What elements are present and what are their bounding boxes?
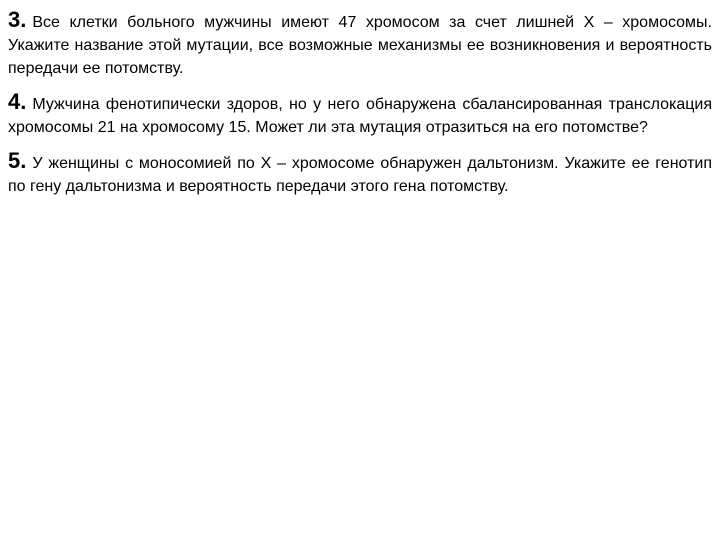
task-4 bbox=[8, 90, 712, 139]
task-text: Мужчина фенотипически здоров, но у него обнаружена сбалансированная транслокация хромосомы 21 на хромосому 15. Может ли эта мутация отразиться на его потомстве? bbox=[8, 96, 712, 136]
slide-content bbox=[8, 8, 712, 208]
task-5 bbox=[8, 149, 712, 198]
task-number: 5. bbox=[8, 148, 27, 173]
task-number: 3. bbox=[8, 7, 27, 32]
task-text: Все клетки больного мужчины имеют 47 хромосом за счет лишней Х – хромосомы. Укажите название этой мутации, все возможные механизмы ее возникновения и вероятность передачи ее потомству. bbox=[8, 14, 712, 77]
task-text: У женщины с моносомией по Х – хромосоме обнаружен дальтонизм. Укажите ее генотип по гену дальтонизма и вероятность передачи этого гена потомству. bbox=[8, 155, 712, 195]
task-number: 4. bbox=[8, 89, 27, 114]
task-3 bbox=[8, 8, 712, 80]
